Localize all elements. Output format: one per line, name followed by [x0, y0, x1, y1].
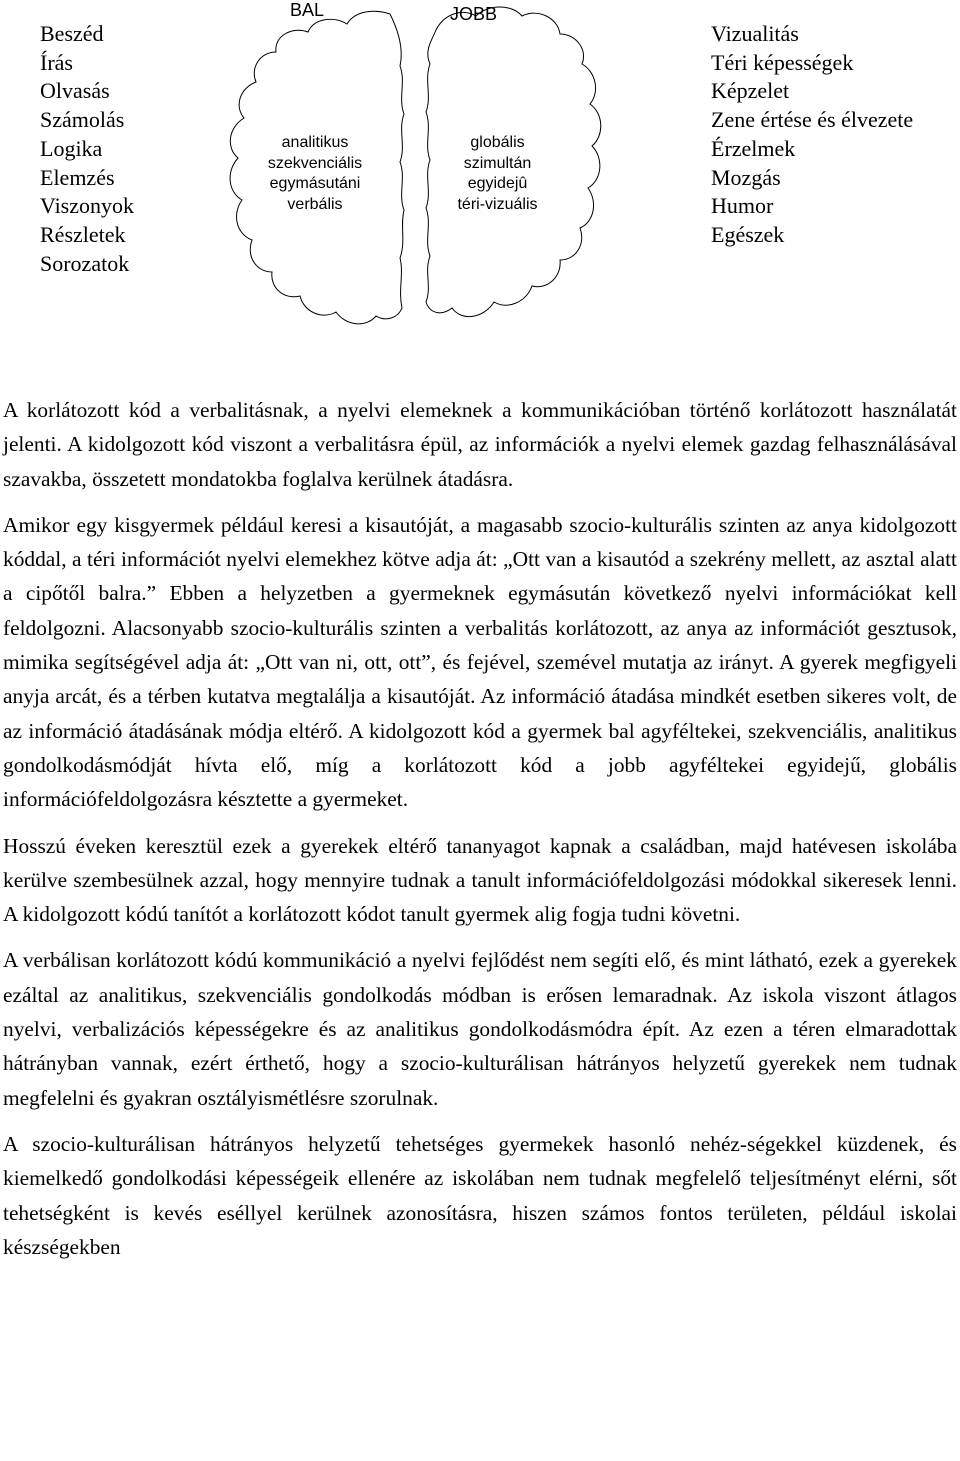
- left-trait-item: szekvenciális: [267, 154, 363, 172]
- left-function-item: Elemzés: [40, 164, 115, 190]
- right-function-item: Érzelmek: [711, 135, 796, 161]
- paragraph: Hosszú éveken keresztül ezek a gyerekek eltérő tananyagot kapnak a családban, majd hatévesen iskolába kerülve szembesülnek azzal, hogy mennyire tudnak a tanult információfeldolgozási módokkal sikeresek lenni. A kidolgozott kódú tanítót a korlátozott kódot tanult gyermek alig fogja tudni követni.: [3, 833, 957, 927]
- left-function-item: Viszonyok: [40, 193, 135, 219]
- right-function-item: Zene értése és élvezete: [711, 107, 914, 133]
- brain-hemispheres-figure: [0, 0, 960, 340]
- paragraph: A verbálisan korlátozott kódú kommunikáció a nyelvi fejlődést nem segíti elő, és mint látható, ezek a gyerekek ezáltal az analitikus, szekvenciális gondolkodás módban is erősen lemaradnak. Az iskola viszont átlagos nyelvi, verbalizációs képességekre és az analitikus gondolkodásmódra épít. Az ezen a téren elmaradottak hátrányban vannak, ezért érthető, hogy a szocio-kulturálisan hátrányos helyzetű gyerekek nem tudnak megfelelni és gyakran osztályismétlésre szorulnak.: [3, 948, 957, 1110]
- right-trait-item: szimultán: [463, 154, 532, 172]
- right-trait-item: globális: [470, 134, 525, 151]
- paragraph: A szocio-kulturálisan hátrányos helyzetű tehetséges gyermekek hasonló nehéz-ségekkel küzdenek, és kiemelkedő gondolkodási képességeik ellenére az iskolában nem tudnak megfelelő teljesítményt elérni, sőt tehetségként is kevés eséllyel kerülnek azonosításra, hiszen számos fontos területen, például iskolai készségekben: [3, 1131, 957, 1259]
- right-function-item: Mozgás: [711, 164, 781, 190]
- right-function-item: Humor: [711, 193, 774, 219]
- right-hemisphere-traits: [435, 133, 560, 215]
- left-function-item: Olvasás: [40, 78, 110, 104]
- document-body: [3, 393, 957, 1276]
- left-function-item: Számolás: [40, 107, 125, 133]
- left-function-item: Logika: [40, 135, 103, 161]
- right-function-item: Képzelet: [711, 78, 790, 104]
- left-trait-item: egymásutáni: [269, 175, 361, 192]
- left-hemisphere-traits: [250, 133, 380, 215]
- right-function-item: Téri képességek: [711, 49, 854, 75]
- right-hemisphere-functions-list: [711, 20, 913, 250]
- paragraph: Amikor egy kisgyermek például keresi a kisautóját, a magasabb szocio-kulturális szinten az anya kidolgozott kóddal, a téri információt nyelvi elemekhez kötve adja át: „Ott van a kisautód a szekrény mellett, az asztal alatt a cipőtől balra.” Ebben a helyzetben a gyermeknek egymásután következő nyelvi információkat kell feldolgozni. Alacsonyabb szocio-kulturális szinten a verbalitás korlátozott, az anya az információt gesztusok, mimika segítségével adja át: „Ott van ni, ott, ott”, és fejével, szemével mutatja az irányt. A gyerek megfigyeli anyja arcát, és a térben kutatva megtalálja a kisautóját. Az információ átadása mindkét esetben sikeres volt, de az információ átadásának módja eltérő. A kidolgozott kód a gyermek bal agyféltekei, szekvenciális, analitikus gondolkodásmódját hívta elő, míg a korlátozott kód a jobb agyféltekei egyidejű, globális információfeldolgozásra késztette a gyermeket.: [3, 512, 957, 812]
- left-function-item: Beszéd: [40, 21, 104, 46]
- right-trait-item: egyidejû: [467, 175, 528, 192]
- left-trait-item: verbális: [287, 195, 343, 213]
- right-trait-item: téri-vizuális: [457, 195, 538, 213]
- left-hemisphere-label: BAL: [290, 0, 325, 20]
- left-function-item: Sorozatok: [40, 250, 130, 276]
- right-hemisphere-label: JOBB: [450, 4, 498, 24]
- left-function-item: Írás: [40, 49, 73, 75]
- left-function-item: Részletek: [40, 221, 126, 247]
- left-hemisphere-functions-list: [40, 20, 134, 278]
- right-function-item: Vizualitás: [711, 21, 799, 46]
- paragraph: A korlátozott kód a verbalitásnak, a nyelvi elemeknek a kommunikációban történő korlátozott használatát jelenti. A kidolgozott kód viszont a verbalitásra épül, az információk a nyelvi elemek gazdag felhasználásával szavakba, összetett mondatokba foglalva kerülnek átadásra.: [3, 398, 957, 491]
- right-function-item: Egészek: [711, 221, 785, 247]
- left-trait-item: analitikus: [281, 134, 349, 151]
